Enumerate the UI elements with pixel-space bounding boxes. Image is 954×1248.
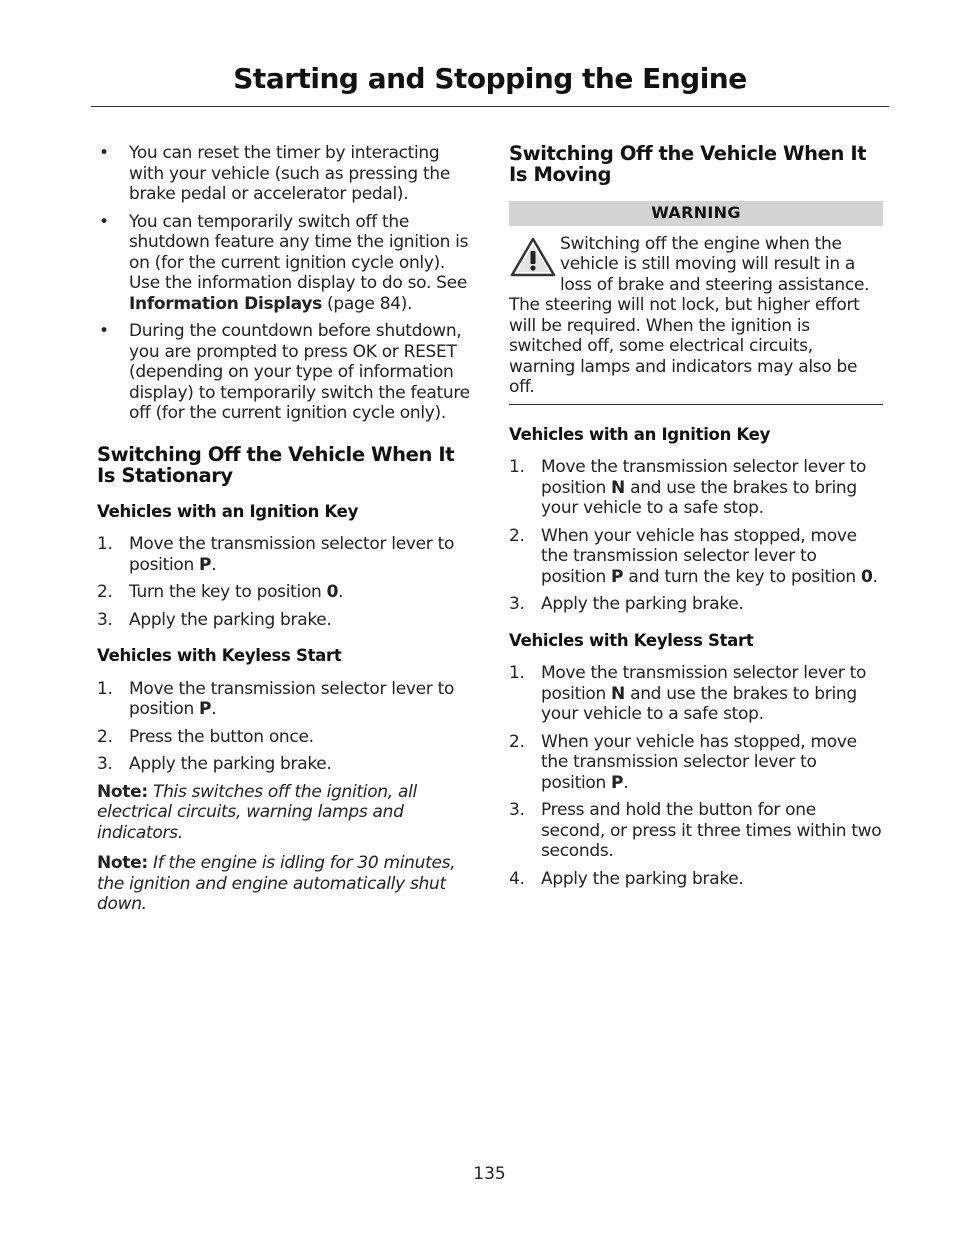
step-text-bold: P	[199, 699, 212, 719]
step-number: 2.	[97, 726, 113, 747]
step-number: 1.	[97, 678, 113, 699]
step-text-part: .	[211, 699, 217, 719]
step-number: 3.	[97, 754, 113, 774]
bullet-text: During the countdown before shutdown, you are prompted to press OK or RESET (depending on your type of information display) to temporarily switch the feature off (for the current ignition cycle only).	[129, 321, 470, 423]
step-text-part: Press the button once.	[129, 726, 314, 747]
page-title: Starting and Stopping the Engine	[233, 62, 747, 95]
page-number: 135	[473, 1164, 506, 1184]
bullet-item	[97, 212, 473, 315]
note	[97, 853, 473, 915]
step-text	[541, 800, 883, 862]
section-title-moving: Switching Off the Vehicle When It Is Moving	[509, 142, 867, 186]
warning-triangle-icon	[509, 236, 557, 278]
list-item	[97, 727, 473, 748]
cross-reference-link[interactable]: Information Displays	[129, 293, 322, 314]
step-text-bold: 0	[326, 582, 339, 602]
step-text-bold: P	[611, 566, 624, 587]
step-text-bold: N	[611, 683, 625, 704]
step-number: 4.	[509, 868, 525, 889]
step-text-part: Move the transmission selector lever to position	[129, 534, 455, 575]
bullet-marker: •	[99, 211, 109, 232]
step-number: 3.	[509, 800, 525, 820]
step-text-part: .	[211, 554, 217, 575]
note-label: Note:	[97, 781, 148, 802]
steps-list	[509, 663, 883, 889]
bullet-text-part: You can temporarily switch off the shutdown feature any time the ignition is on (for the current ignition cycle only). Use the information display to do so. See	[129, 211, 469, 293]
step-number: 1.	[509, 663, 525, 683]
step-text-part: Move the transmission selector lever to position	[129, 678, 455, 719]
step-text-bold: N	[611, 477, 625, 498]
note	[97, 782, 473, 844]
step-text-part: When your vehicle has stopped, move the transmission selector lever to position	[541, 525, 857, 587]
step-text	[129, 534, 473, 575]
subheading-keyless-start: Vehicles with Keyless Start	[509, 630, 754, 650]
step-text	[541, 526, 883, 588]
note-text: This switches off the ignition, all electrical circuits, warning lamps and indicators.	[97, 781, 417, 843]
left-column	[97, 143, 473, 925]
step-text	[129, 679, 473, 720]
step-number: 2.	[509, 525, 525, 546]
step-text	[541, 732, 883, 794]
step-text-part: Apply the parking brake.	[129, 609, 332, 630]
bullet-text: You can reset the timer by interacting with your vehicle (such as pressing the brake pedal or accelerator pedal).	[129, 143, 450, 204]
bullet-text	[129, 212, 473, 315]
step-text-part: When your vehicle has stopped, move the transmission selector lever to position	[541, 731, 857, 793]
step-text-part: Move the transmission selector lever to position	[541, 663, 867, 704]
step-text-part: Move the transmission selector lever to position	[541, 457, 867, 498]
step-text-bold: P	[199, 554, 212, 575]
step-text	[129, 582, 473, 603]
bullet-marker: •	[99, 321, 109, 341]
page-header	[91, 58, 889, 107]
subheading-keyless-start: Vehicles with Keyless Start	[97, 646, 342, 665]
step-number: 3.	[97, 609, 113, 630]
warning-header: WARNING	[509, 201, 883, 226]
step-text	[129, 610, 473, 631]
step-text-bold: 0	[861, 566, 873, 587]
step-text	[541, 663, 883, 725]
list-item	[97, 610, 473, 631]
list-item	[509, 800, 883, 862]
step-text-part: .	[338, 582, 344, 602]
list-item	[97, 534, 473, 575]
step-number: 2.	[97, 582, 113, 602]
step-number: 1.	[97, 534, 113, 554]
note-text: If the engine is idling for 30 minutes, the ignition and engine automatically shut down.	[97, 853, 456, 914]
step-text	[541, 594, 883, 615]
right-column	[509, 143, 883, 896]
step-text-part: Press and hold the button for one second, or press it three times within two seconds.	[541, 800, 882, 861]
bullet-list	[97, 143, 473, 424]
warning-box	[509, 226, 883, 405]
subheading-ignition-key: Vehicles with an Ignition Key	[509, 424, 771, 444]
step-text-part: and turn the key to position	[623, 566, 861, 587]
list-item	[509, 663, 883, 725]
section-title-stationary: Switching Off the Vehicle When It Is Stationary	[97, 442, 455, 487]
step-text-bold: P	[611, 772, 624, 793]
list-item	[509, 732, 883, 794]
warning-text: Switching off the engine when the vehicle is still moving will result in a loss of brake and steering assistance. The steering will not lock, but higher effort will be required. When the ignition is switched off, some electrical circuits, warning lamps and indicators may also be off.	[509, 233, 870, 397]
step-text-part: Turn the key to position	[129, 582, 327, 602]
note-label: Note:	[97, 853, 148, 873]
list-item	[97, 582, 473, 603]
list-item	[509, 594, 883, 615]
step-text-part: and use the brakes to bring your vehicle to a safe stop.	[541, 683, 857, 724]
list-item	[509, 526, 883, 588]
step-text-part: .	[872, 566, 878, 587]
steps-list	[97, 534, 473, 630]
bullet-item	[97, 143, 473, 205]
step-text-part: and use the brakes to bring your vehicle to a safe stop.	[541, 477, 857, 518]
bullet-text-part: (page 84).	[321, 293, 413, 314]
list-item	[509, 869, 883, 890]
step-text	[541, 457, 883, 519]
bullet-item	[97, 321, 473, 424]
step-text-part: .	[623, 772, 629, 793]
list-item	[97, 754, 473, 775]
step-number: 2.	[509, 731, 525, 752]
steps-list	[509, 457, 883, 615]
list-item	[509, 457, 883, 519]
list-item	[97, 679, 473, 720]
step-text-part: Apply the parking brake.	[541, 594, 744, 614]
step-number: 1.	[509, 457, 525, 477]
step-text	[541, 869, 883, 890]
step-text	[129, 754, 473, 775]
subheading-ignition-key: Vehicles with an Ignition Key	[97, 501, 359, 521]
step-number: 3.	[509, 594, 525, 614]
bullet-marker: •	[99, 143, 109, 163]
step-text	[129, 727, 473, 748]
steps-list	[97, 679, 473, 775]
step-text-part: Apply the parking brake.	[129, 754, 332, 774]
step-text-part: Apply the parking brake.	[541, 868, 744, 889]
